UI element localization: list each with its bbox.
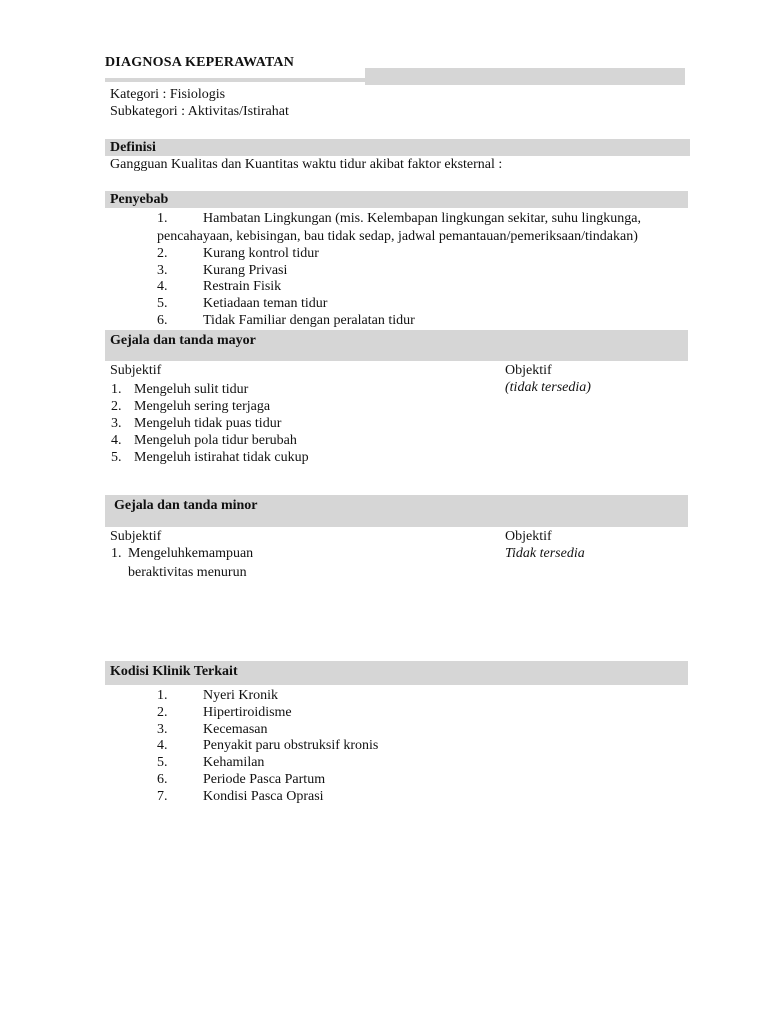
list-item-text: Kurang Privasi <box>203 263 288 278</box>
list-item-text: Nyeri Kronik <box>203 688 279 703</box>
list-number: 1. <box>111 546 122 561</box>
list-number: 7. <box>157 789 168 804</box>
definisi-header-bar <box>105 139 690 156</box>
list-number: 4. <box>157 279 168 294</box>
list-number: 3. <box>111 416 122 431</box>
list-item-text: Mengeluh pola tidur berubah <box>134 433 297 448</box>
minor-heading: Gejala dan tanda minor <box>114 498 258 513</box>
minor-subjektif-label: Subjektif <box>110 529 162 544</box>
mayor-objektif-value: (tidak tersedia) <box>505 380 591 395</box>
list-item-text: Mengeluh istirahat tidak cukup <box>134 450 309 465</box>
title-shade-bar <box>365 68 685 85</box>
list-item-text: Mengeluh sering terjaga <box>134 399 271 414</box>
list-item-text: Hambatan Lingkungan (mis. Kelembapan lingkungan sekitar, suhu lingkunga, <box>203 211 642 226</box>
subkategori-line: Subkategori : Aktivitas/Istirahat <box>110 104 289 119</box>
list-item-text: Kehamilan <box>203 755 265 770</box>
list-number: 1. <box>111 382 122 397</box>
penyebab-header-bar <box>105 191 688 208</box>
klinik-heading: Kodisi Klinik Terkait <box>110 664 238 679</box>
list-number: 5. <box>157 296 168 311</box>
list-number: 1. <box>157 688 168 703</box>
list-number: 5. <box>111 450 122 465</box>
list-number: 2. <box>157 705 168 720</box>
list-item-text: Mengeluhkemampuan <box>128 546 254 561</box>
list-number: 5. <box>157 755 168 770</box>
list-number: 4. <box>157 738 168 753</box>
list-item-text: Kurang kontrol tidur <box>203 246 319 261</box>
minor-objektif-value: Tidak tersedia <box>505 546 585 561</box>
title-underline-bar <box>105 78 365 82</box>
list-item-text: Restrain Fisik <box>203 279 282 294</box>
list-item-text: Ketiadaan teman tidur <box>203 296 328 311</box>
document-title: DIAGNOSA KEPERAWATAN <box>105 55 295 70</box>
list-item-text: Periode Pasca Partum <box>203 772 326 787</box>
definisi-text: Gangguan Kualitas dan Kuantitas waktu tidur akibat faktor eksternal : <box>110 157 503 172</box>
mayor-subjektif-label: Subjektif <box>110 363 162 378</box>
mayor-heading: Gejala dan tanda mayor <box>110 333 256 348</box>
list-item-text: Mengeluh sulit tidur <box>134 382 249 397</box>
list-item-text: Tidak Familiar dengan peralatan tidur <box>203 313 415 328</box>
list-item-text: Kecemasan <box>203 722 268 737</box>
list-number: 4. <box>111 433 122 448</box>
definisi-heading: Definisi <box>110 140 156 155</box>
list-number: 1. <box>157 211 168 226</box>
list-number: 2. <box>111 399 122 414</box>
mayor-objektif-label: Objektif <box>505 363 552 378</box>
list-number: 6. <box>157 313 168 328</box>
minor-objektif-label: Objektif <box>505 529 552 544</box>
list-item-text: beraktivitas menurun <box>128 565 247 580</box>
list-item-text: Hipertiroidisme <box>203 705 292 720</box>
list-item-text: Kondisi Pasca Oprasi <box>203 789 324 804</box>
list-number: 2. <box>157 246 168 261</box>
list-item-text: pencahayaan, kebisingan, bau tidak sedap, jadwal pemantauan/pemeriksaan/tindakan) <box>157 229 638 244</box>
kategori-line: Kategori : Fisiologis <box>110 87 226 102</box>
list-item-text: Penyakit paru obstruksif kronis <box>203 738 379 753</box>
list-number: 3. <box>157 722 168 737</box>
list-item-text: Mengeluh tidak puas tidur <box>134 416 282 431</box>
list-number: 3. <box>157 263 168 278</box>
list-number: 6. <box>157 772 168 787</box>
penyebab-heading: Penyebab <box>110 192 169 207</box>
